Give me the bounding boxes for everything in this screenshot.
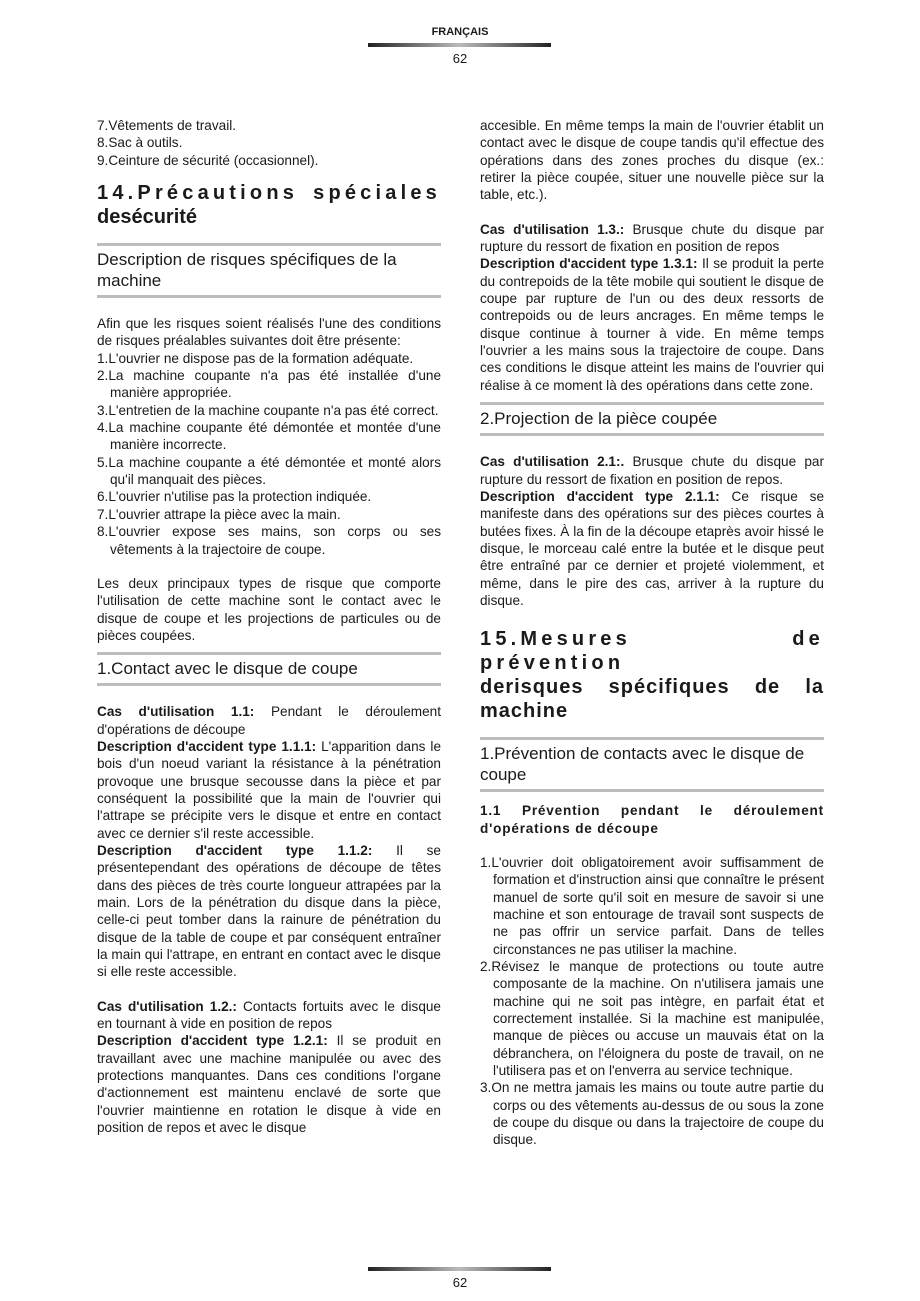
- equipment-list: [97, 117, 441, 169]
- list-item: 7.L'ouvrier attrape la pièce avec la main.: [97, 506, 341, 522]
- list-item: 9.Ceinture de sécurité (occasionnel).: [97, 152, 319, 168]
- list-item: 2.La machine coupante n'a pas été installée d'une manière appropriée.: [97, 368, 441, 401]
- prevention-list: [480, 854, 824, 1149]
- paragraph: Les deux principaux types de risque que comporte l'utilisation de cette machine sont le contact avec le disque de coupe et les projections de particules ou de pièces coupées.: [97, 575, 441, 643]
- subheading-projection: 2.Projection de la pièce coupée: [480, 409, 718, 429]
- header-page-number: 62: [452, 51, 468, 66]
- divider: [480, 737, 824, 740]
- paragraph: Description d'accident type 1.3.1: Il se produit la perte du contrepoids de la tête mobile qui soutient le disque de coupe par rupture de l'un ou des deux ressorts de contrepoids ou de leurs ancrages. En même temps le disque continue à tourner à vide. En même temps l'ouvrier a les mains sous la trajectoire de coupe. Dans ces conditions le disque atteint les mains de l'ouvrier qui réalise à ce moment là des opérations dans cette zone.: [480, 256, 825, 393]
- paragraph: Description d'accident type 1.1.1: L'apparition dans le bois d'un noeud variant la résistance à la pénétration provoque une brusque secousse dans la pièce et par conséquent la possibilité que la main de l'ouvrier qui l'attrape se précipite vers le disque et entre en contact avec ce dernier s'il reste accessible.: [97, 738, 442, 841]
- paragraph: accesible. En même temps la main de l'ouvrier établit un contact avec le disque de coupe tandis qu'il effectue des opérations dans des zones proches du disque (ex.: retirer la pièce coupée, situer une nouvelle pièce sur la table, etc.).: [480, 118, 824, 203]
- paragraph: Description d'accident type 2.1.1: Ce risque se manifeste dans des opérations sur des pièces courtes à butées fixes. À la fin de la découpe etaprès avoir hissé le disque, le morceau calé entre la butée et le disque peut être entraîné par ce dernier et projeté violemment, et même, dans le pire des cas, arriver à la rupture du disque.: [480, 488, 825, 608]
- subheading-prevention: 1.Prévention de contacts avec le disque de coupe: [480, 744, 805, 785]
- footer-page-number: 62: [452, 1275, 468, 1290]
- header-language: FRANÇAIS: [431, 26, 489, 38]
- list-item: 8.L'ouvrier expose ses mains, son corps ou ses vêtements à la trajectoire de coupe.: [97, 524, 441, 557]
- subheading-contact: 1.Contact avec le disque de coupe: [97, 659, 358, 679]
- list-item: 3.On ne mettra jamais les mains ou toute autre partie du corps ou des vêtements au-dessus de ou sous la zone de coupe du disque ou dans la trajectoire de coupe du disque.: [480, 1080, 824, 1148]
- left-column: [97, 117, 441, 1136]
- list-item: 8.Sac à outils.: [97, 135, 183, 151]
- divider: [97, 243, 441, 246]
- footer-divider: [368, 1267, 551, 1271]
- header-divider: [368, 43, 551, 47]
- section-14-heading: 14.Précautions spéciales desécurité: [97, 182, 441, 229]
- paragraph: Afin que les risques soient réalisés l'une des conditions de risques préalables suivantes doit être présente:: [97, 316, 441, 349]
- paragraph: Description d'accident type 1.1.2: Il se présentependant des opérations de découpe de têtes dans des pièces de très courte longueur attrapées par la main. Lors de la pénétration du disque dans la pièce, celle-ci peut tomber dans la rainure de pénétration du disque de la table de coupe et par conséquent entraîner la main qui l'attrape, en entrant en contact avec le disque si elle reste accessible.: [97, 842, 441, 980]
- list-item: 4.La machine coupante été démontée et montée d'une manière incorrecte.: [97, 420, 441, 453]
- right-column: [480, 117, 824, 1149]
- list-item: 7.Vêtements de travail.: [97, 118, 237, 133]
- list-item: 3.L'entretien de la machine coupante n'a pas été correct.: [97, 402, 439, 418]
- subheading-risks: Description de risques spécifiques de la machine: [97, 250, 397, 291]
- paragraph: Cas d'utilisation 2.1:. Brusque chute du disque par rupture du ressort de fixation en position de repos.: [480, 454, 824, 487]
- paragraph: Cas d'utilisation 1.3.: Brusque chute du disque par rupture du ressort de fixation en position de repos: [480, 221, 824, 255]
- list-item: 6.L'ouvrier n'utilise pas la protection indiquée.: [97, 489, 372, 505]
- divider: [480, 402, 824, 405]
- paragraph: Cas d'utilisation 1.1: Pendant le déroulement d'opérations de découpe: [97, 704, 441, 737]
- list-item: 5.La machine coupante a été démontée et monté alors qu'il manquait des pièces.: [97, 454, 441, 488]
- risks-list: [97, 350, 441, 558]
- list-item: 1.L'ouvrier doit obligatoirement avoir suffisamment de formation et d'instruction ainsi que connaître le présent manuel de sorte qu'il soit en mesure de savoir si une machine et son entourage de travail sont suspects de ne pas offrir un service parfait. Dans de telles circonstances ne pas utiliser la machine.: [480, 854, 824, 957]
- section-15-heading: 15.Mesures de prévention derisques spécifiques de la machine: [480, 628, 824, 723]
- subsection-1-1-heading: 1.1 Prévention pendant le déroulement d'opérations de découpe: [480, 803, 824, 836]
- divider: [97, 652, 441, 655]
- list-item: 1.L'ouvrier ne dispose pas de la formation adéquate.: [97, 350, 414, 366]
- paragraph: Cas d'utilisation 1.2.: Contacts fortuits avec le disque en tournant à vide en position de repos: [97, 998, 441, 1032]
- paragraph: Description d'accident type 1.2.1: Il se produit en travaillant avec une machine manipulée ou avec des protections manquantes. Dans ces conditions l'organe d'actionnement est maintenu enclavé de sorte que l'ouvrier maintienne en rotation le disque à vide en position de repos et avec le disque: [97, 1033, 441, 1136]
- list-item: 2.Révisez le manque de protections ou toute autre composante de la machine. On n'utilisera jamais une machine qui ne soit pas intègre, en parfait état et correctement installée. Si la machine est manipulée, manque de pièces ou accuse un mauvais état on la débranchera, on l'éloignera du poste de travail, on ne l'utilisera pas et on l'enverra au service technique.: [480, 959, 824, 1079]
